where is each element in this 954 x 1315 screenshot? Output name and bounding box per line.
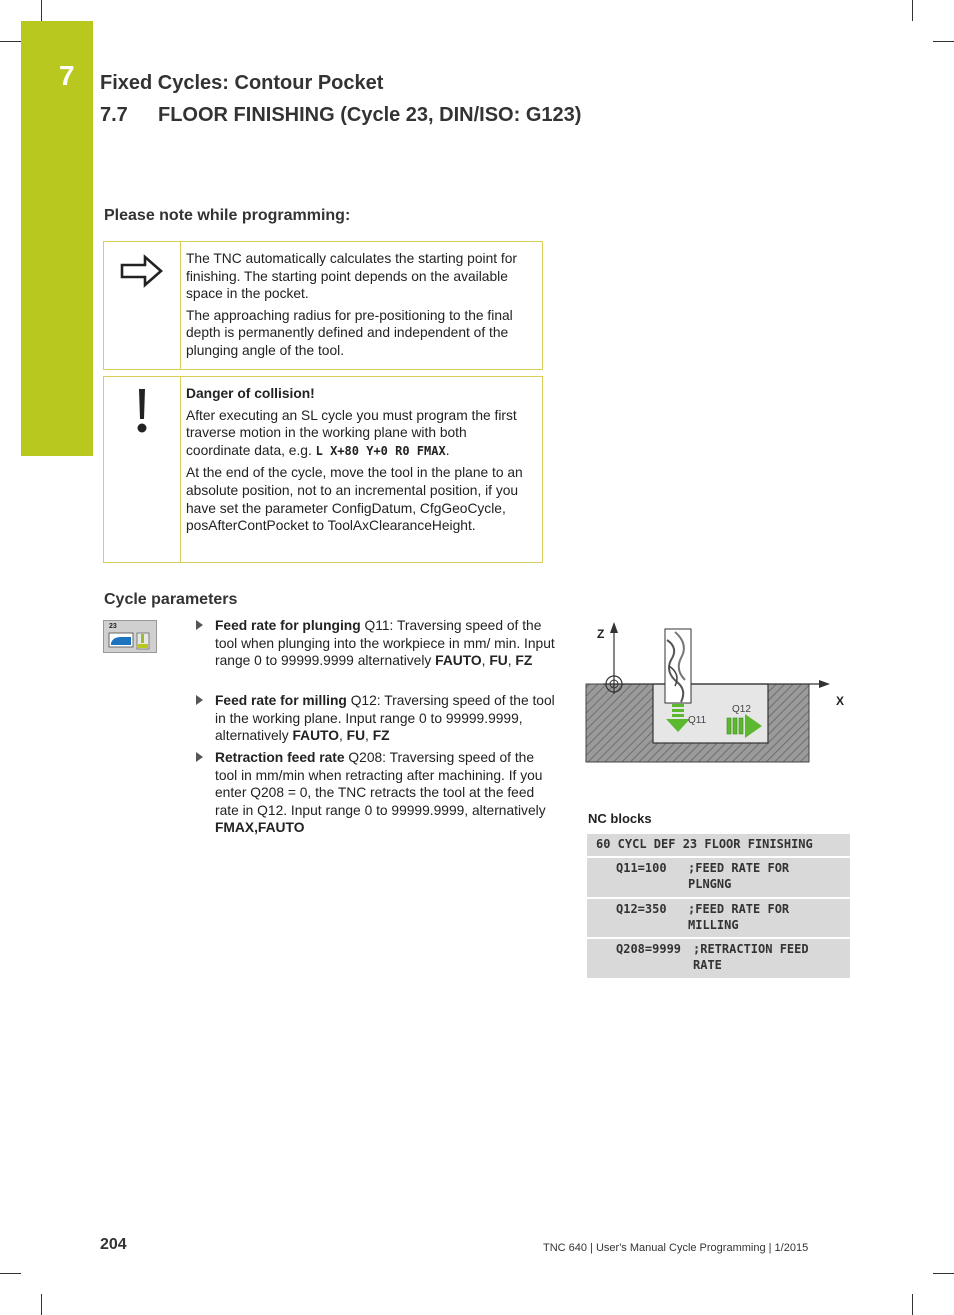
crop-mark [0, 41, 21, 42]
nc-code: Q12=350 [616, 902, 667, 916]
chapter-tab [21, 21, 93, 456]
warning-title: Danger of collision! [186, 386, 315, 401]
crop-mark [912, 0, 913, 21]
param-option: FU [346, 728, 366, 744]
note2-text-end: . [445, 442, 450, 458]
note2-code: L X+80 Y+0 R0 FMAX [315, 443, 446, 458]
floor-finishing-icon [107, 631, 155, 651]
info-note-box [103, 241, 543, 370]
param-option: FZ [515, 653, 533, 669]
param-text: Q11: Traversing speed of the tool when plunging into the workpiece in mm/ min. Input range 0 to 99999.9999 alternatively [215, 618, 555, 669]
nc-comment: ;FEED RATE FOR PLNGNG [688, 861, 790, 891]
page-number: 204 [100, 1236, 127, 1253]
param-option: FMAX,FAUTO [215, 820, 305, 836]
note-divider [180, 377, 181, 562]
note2-paragraph-2: At the end of the cycle, move the tool in the plane to an absolute position, not to an incremental position, if you have set the parameter ConfigDatum, CfgGeoCycle, posAfterContPocket to ToolAxClearanceHeight. [186, 465, 523, 534]
param-text: Q12: Traversing speed of the tool in the working plane. Input range 0 to 99999.9999, alternatively [215, 693, 555, 744]
crop-mark [912, 1294, 913, 1315]
nc-blocks-heading: NC blocks [588, 811, 652, 826]
section-title: FLOOR FINISHING (Cycle 23, DIN/ISO: G123) [158, 104, 582, 126]
chapter-number: 7 [59, 60, 75, 91]
nc-comment: ;FEED RATE FOR MILLING [688, 902, 790, 932]
note2-paragraph-1 [186, 407, 534, 461]
param-q208 [196, 749, 556, 837]
x-axis-label: X [836, 694, 845, 708]
param-option: FU [489, 653, 508, 669]
crop-mark [41, 1294, 42, 1315]
nc-code: Q11=100 [616, 861, 667, 875]
section-number: 7.7 [100, 104, 128, 126]
param-text: Q208: Traversing speed of the tool in mm/min when retracting after machining. If you enter Q208 = 0, the TNC retracts the tool at the feed rate in Q12. Input range 0 to 99999.9999, alternatively [215, 750, 546, 818]
milling-tool-icon [665, 629, 691, 703]
bullet-triangle-icon [196, 620, 203, 630]
note2-text: After executing an SL cycle you must program the first traverse motion in the working plane with both coordinate data, e.g. [186, 407, 517, 458]
bullet-triangle-icon [196, 752, 203, 762]
param-name: Retraction feed rate [215, 750, 345, 765]
footer-text: TNC 640 | User's Manual Cycle Programming | 1/2015 [543, 1242, 809, 1254]
exclamation-icon [136, 389, 148, 435]
nc-row [587, 834, 850, 858]
note1-paragraph-1: The TNC automatically calculates the starting point for finishing. The starting point depends on the available space in the pocket. [186, 251, 518, 302]
param-q12: Feed rate for milling Q12: Traversing speed of the tool in the working plane. Input range 0 to 99999.9999, alternatively FAUTO, FU, FZ [196, 692, 556, 745]
nc-row [587, 858, 850, 899]
crop-mark [933, 41, 954, 42]
cycle-23-softkey [103, 620, 157, 653]
nc-comment: ;RETRACTION FEED RATE [693, 942, 809, 972]
nc-row [587, 939, 850, 980]
nc-row [587, 899, 850, 939]
crop-mark [0, 1273, 21, 1274]
nc-code: 60 CYCL DEF 23 FLOOR FINISHING [596, 837, 813, 851]
q11-label: Q11 [688, 715, 707, 726]
note-divider [180, 242, 181, 369]
note-heading: Please note while programming: [104, 207, 351, 224]
q12-label: Q12 [732, 704, 751, 715]
param-option: FAUTO [435, 653, 482, 669]
nc-blocks-table [587, 834, 850, 980]
note1-paragraph-2: The approaching radius for pre-positioning to the final depth is permanently defined and independent of the plunging angle of the tool. [186, 307, 513, 358]
crop-mark [41, 0, 42, 21]
param-option: FZ [372, 728, 390, 744]
param-name: Feed rate for plunging [215, 618, 361, 633]
cycle-parameters-heading: Cycle parameters [104, 591, 238, 608]
softkey-number: 23 [109, 623, 117, 630]
bullet-triangle-icon [196, 695, 203, 705]
z-axis-label: Z [597, 627, 605, 641]
chapter-title: Fixed Cycles: Contour Pocket [100, 72, 384, 94]
warning-note-box [103, 376, 543, 563]
crop-mark [933, 1273, 954, 1274]
nc-code: Q208=9999 [616, 942, 682, 956]
param-q11: Feed rate for plunging Q11: Traversing speed of the tool when plunging into the workpiece in mm/ min. Input range 0 to 99999.9999 alternatively FAUTO, FU, FZ [196, 617, 556, 670]
param-option: FAUTO [292, 728, 339, 744]
arrow-right-icon [119, 254, 165, 288]
floor-finishing-diagram [585, 620, 850, 770]
param-name: Feed rate for milling [215, 693, 347, 708]
